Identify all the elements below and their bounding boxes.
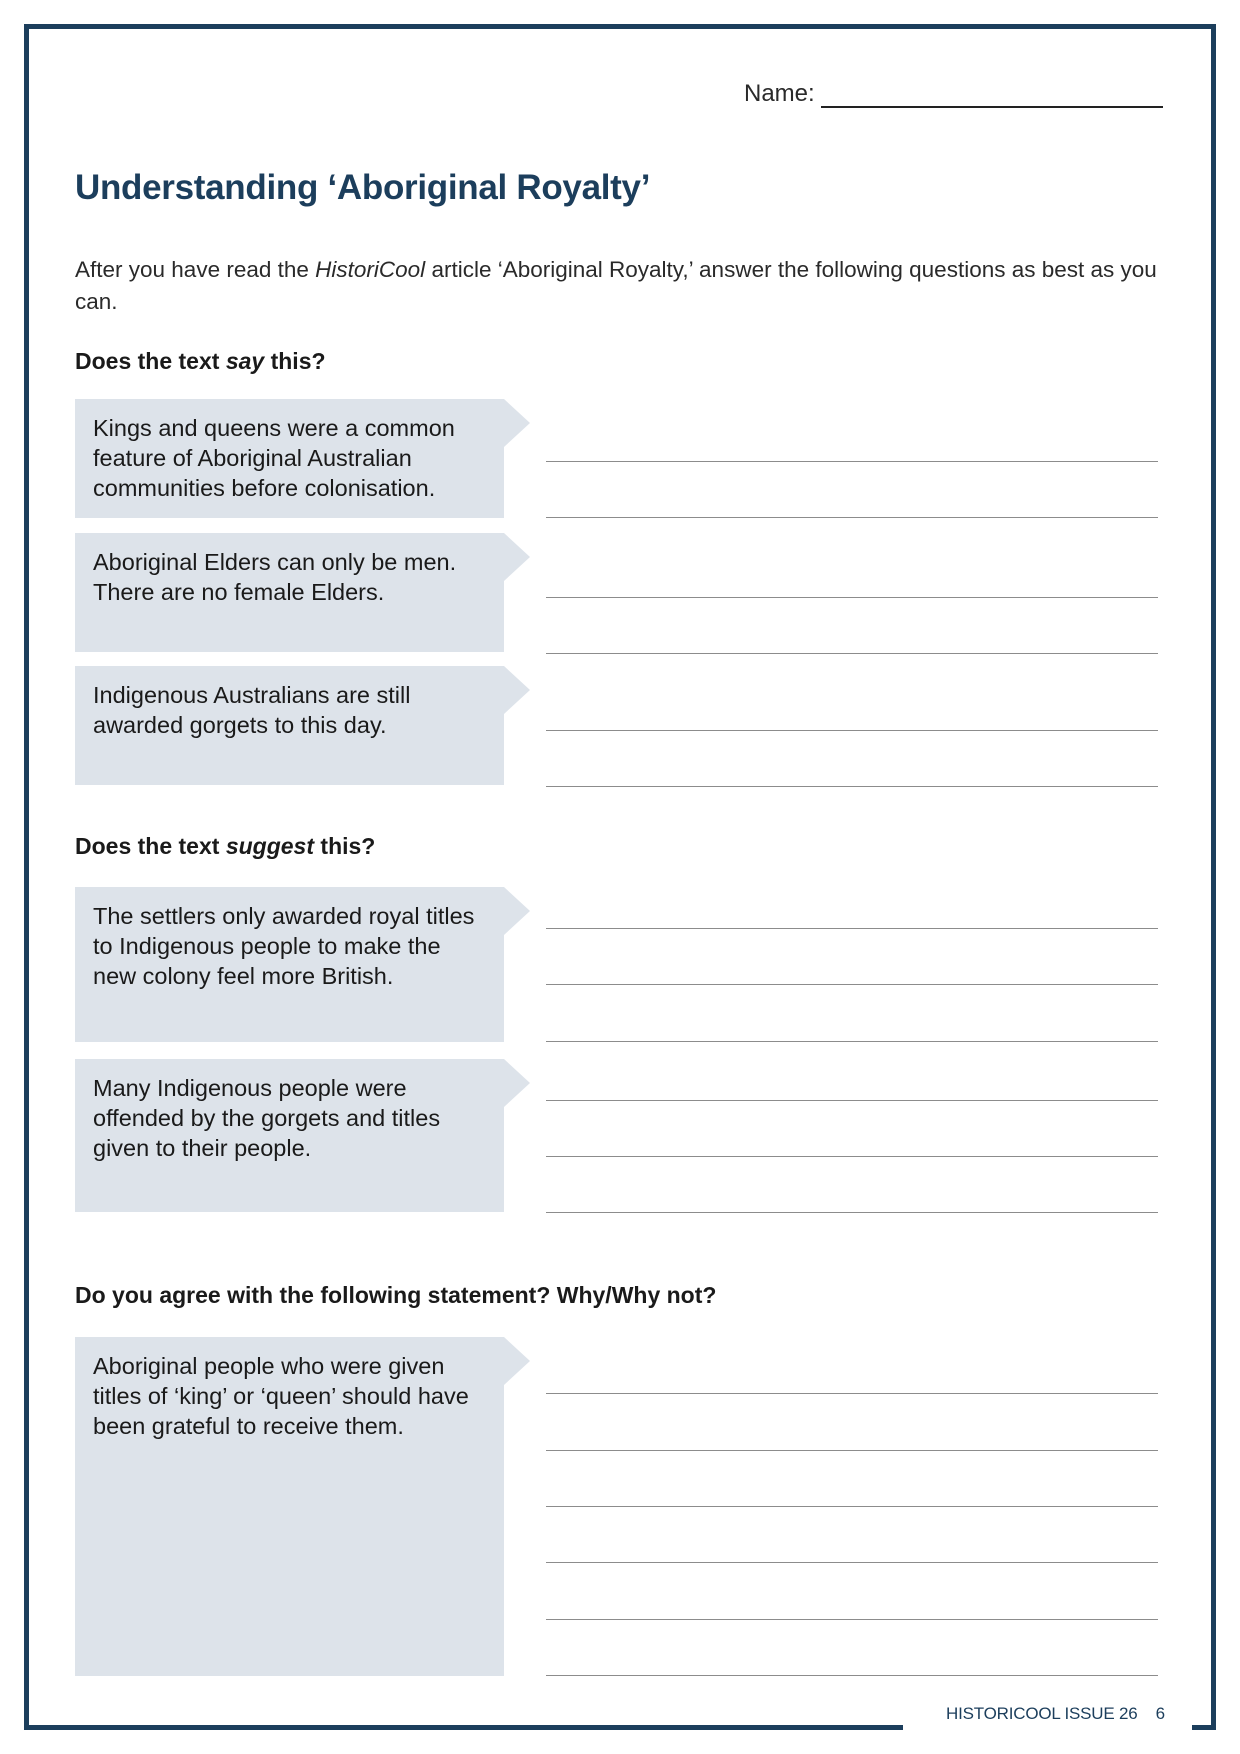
answer-line[interactable] <box>546 461 1158 462</box>
heading-text: Does the text <box>75 348 226 374</box>
name-blank-line[interactable] <box>821 80 1163 108</box>
answer-line[interactable] <box>546 1450 1158 1451</box>
statement-card-3: Indigenous Australians are still awarded gorgets to this day. <box>75 666 504 785</box>
answer-line[interactable] <box>546 1212 1158 1213</box>
heading-emphasis: say <box>225 348 265 374</box>
statement-card-6: Aboriginal people who were given titles of ‘king’ or ‘queen’ should have been grateful to receive them. <box>75 1337 504 1676</box>
page-title: Understanding ‘Aboriginal Royalty’ <box>75 168 651 207</box>
answer-line[interactable] <box>546 928 1158 929</box>
intro-publication: HistoriCool <box>315 257 426 282</box>
statement-card-5: Many Indigenous people were offended by the gorgets and titles given to their people. <box>75 1059 504 1212</box>
section-heading-agree: Do you agree with the following statement? Why/Why not? <box>75 1282 717 1308</box>
answer-line[interactable] <box>546 1675 1158 1676</box>
heading-text: this? <box>264 348 326 374</box>
page-border-bottom-right <box>1192 1725 1216 1730</box>
heading-text: this? <box>314 833 376 859</box>
statement-card-4: The settlers only awarded royal titles to Indigenous people to make the new colony feel more British. <box>75 887 504 1042</box>
section-heading-suggest <box>75 833 375 860</box>
intro-after: article ‘Aboriginal Royalty,’ answer the following questions as best as you can. <box>75 257 1157 314</box>
answer-line[interactable] <box>546 1100 1158 1101</box>
answer-line[interactable] <box>546 730 1158 731</box>
answer-line[interactable] <box>546 653 1158 654</box>
answer-line[interactable] <box>546 517 1158 518</box>
footer-issue: HISTORICOOL ISSUE 26 <box>946 1704 1138 1723</box>
intro-text <box>75 254 1165 318</box>
answer-line[interactable] <box>546 1506 1158 1507</box>
page-border-bottom-left <box>24 1725 903 1730</box>
answer-line[interactable] <box>546 1156 1158 1157</box>
answer-line[interactable] <box>546 786 1158 787</box>
answer-line[interactable] <box>546 984 1158 985</box>
answer-line[interactable] <box>546 597 1158 598</box>
heading-emphasis: suggest <box>225 833 315 859</box>
page-footer <box>946 1704 1165 1724</box>
answer-line[interactable] <box>546 1562 1158 1563</box>
answer-line[interactable] <box>546 1619 1158 1620</box>
name-label: Name: <box>744 80 815 107</box>
statement-card-2: Aboriginal Elders can only be men. There are no female Elders. <box>75 533 504 652</box>
name-field <box>744 80 1163 108</box>
page-number: 6 <box>1155 1704 1165 1723</box>
answer-line[interactable] <box>546 1041 1158 1042</box>
answer-line[interactable] <box>546 1393 1158 1394</box>
heading-text: Does the text <box>75 833 226 859</box>
statement-card-1: Kings and queens were a common feature of Aboriginal Australian communities before colonisation. <box>75 399 504 518</box>
intro-before: After you have read the <box>75 257 316 282</box>
section-heading-say <box>75 348 326 375</box>
